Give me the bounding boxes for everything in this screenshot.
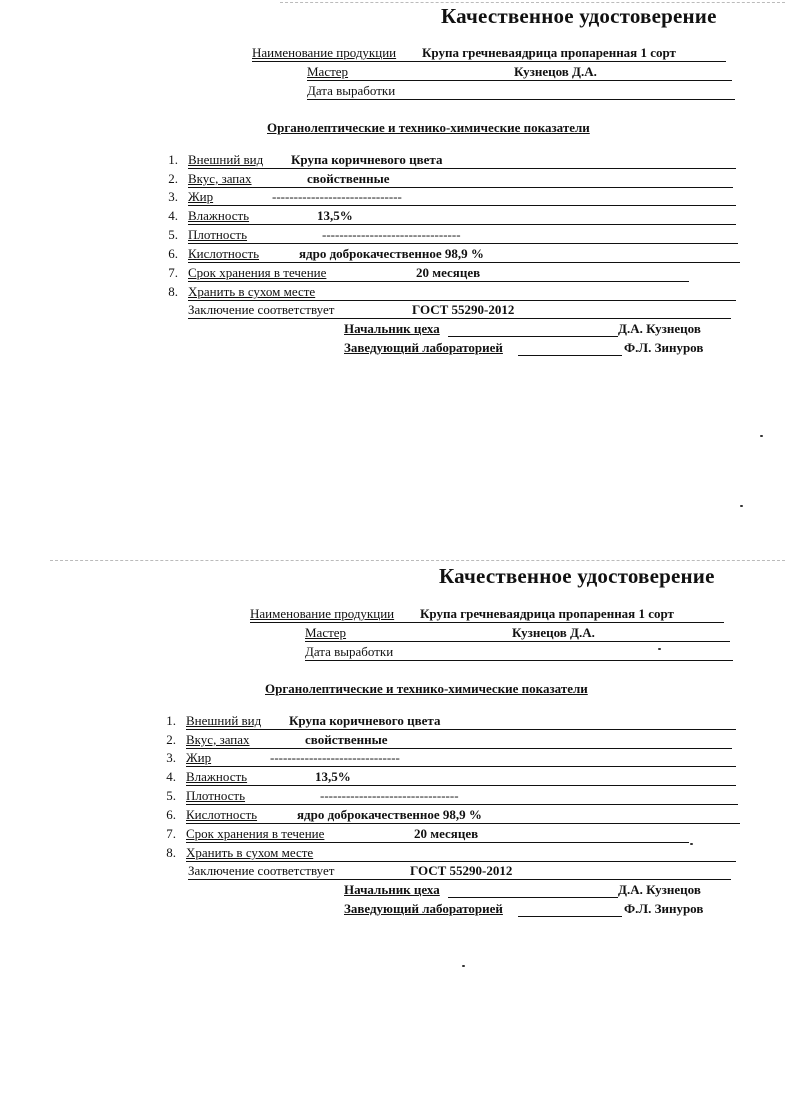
indicator-number: 4. (166, 769, 176, 784)
indicator-value: ------------------------------ (272, 189, 402, 204)
indicator-value: ядро доброкачественное 98,9 % (299, 246, 484, 261)
indicator-number: 2. (168, 171, 178, 186)
quality-certificate (0, 0, 785, 540)
indicator-value: свойственные (307, 171, 390, 186)
master-line (305, 624, 730, 642)
signature-name: Ф.Л. Зинуров (624, 901, 704, 916)
indicator-row (188, 264, 689, 282)
indicator-number: 2. (166, 732, 176, 747)
signature-name: Д.А. Кузнецов (618, 321, 701, 336)
indicator-value: Крупа коричневого цвета (289, 713, 441, 728)
indicator-value: 13,5% (315, 769, 351, 784)
indicator-row (186, 712, 736, 730)
conclusion-value: ГОСТ 55290-2012 (412, 302, 515, 317)
indicator-row (186, 768, 736, 786)
product-name-value: Крупа гречневаядрица пропаренная 1 сорт (422, 45, 676, 60)
indicator-number: 3. (168, 189, 178, 204)
indicator-number: 1. (168, 152, 178, 167)
signature-rule (448, 897, 618, 898)
indicator-row (186, 787, 738, 805)
indicator-number: 6. (166, 807, 176, 822)
indicator-number: 8. (166, 845, 176, 860)
indicator-value: Крупа коричневого цвета (291, 152, 443, 167)
section-heading: Органолептические и технико-химические показатели (265, 681, 588, 696)
indicator-label: Хранить в сухом месте (188, 284, 316, 299)
indicator-label: Кислотность (186, 807, 258, 822)
indicator-row (186, 731, 732, 749)
production-date-line (305, 643, 733, 661)
indicator-label: Внешний вид (186, 713, 262, 728)
indicator-row (186, 825, 689, 843)
certificate-title: Качественное удостоверение (441, 4, 717, 28)
indicator-label: Плотность (188, 227, 248, 242)
master-value: Кузнецов Д.А. (512, 625, 595, 640)
indicator-number: 5. (166, 788, 176, 803)
indicator-label: Хранить в сухом месте (186, 845, 314, 860)
indicator-value: 20 месяцев (414, 826, 479, 841)
master-line (307, 63, 732, 81)
conclusion-label: Заключение соответствует (188, 863, 335, 878)
product-name-line (252, 44, 726, 62)
signature-role: Заведующий лабораторией (344, 901, 503, 916)
conclusion-line (188, 301, 731, 319)
indicator-value: свойственные (305, 732, 388, 747)
certificate-title: Качественное удостоверение (439, 564, 715, 588)
indicator-label: Кислотность (188, 246, 260, 261)
indicator-row (188, 245, 740, 263)
production-date-label: Дата выработки (305, 644, 394, 659)
signature-name: Д.А. Кузнецов (618, 882, 701, 897)
product-name-line (250, 605, 724, 623)
signature-role: Заведующий лабораторией (344, 340, 503, 355)
indicator-label: Вкус, запах (186, 732, 250, 747)
signature-rule (518, 916, 622, 917)
indicator-label: Влажность (188, 208, 250, 223)
indicator-row (188, 283, 736, 301)
indicator-row (186, 844, 736, 862)
indicator-row (186, 806, 740, 824)
signature-line (344, 881, 714, 898)
indicator-number: 7. (168, 265, 178, 280)
indicator-row (188, 188, 736, 206)
indicator-row (188, 151, 736, 169)
product-name-label: Наименование продукции (250, 606, 395, 621)
conclusion-label: Заключение соответствует (188, 302, 335, 317)
indicator-row (188, 207, 736, 225)
master-value: Кузнецов Д.А. (514, 64, 597, 79)
master-label: Мастер (305, 625, 347, 640)
indicator-value: -------------------------------- (322, 227, 461, 242)
product-name-value: Крупа гречневаядрица пропаренная 1 сорт (420, 606, 674, 621)
production-date-line (307, 82, 735, 100)
indicator-label: Внешний вид (188, 152, 264, 167)
signature-line (344, 339, 714, 356)
signature-line (344, 900, 714, 917)
product-name-label: Наименование продукции (252, 45, 397, 60)
indicator-number: 1. (166, 713, 176, 728)
indicator-number: 8. (168, 284, 178, 299)
signature-role: Начальник цеха (344, 321, 440, 336)
signature-role: Начальник цеха (344, 882, 440, 897)
signature-rule (448, 336, 618, 337)
indicator-value: ядро доброкачественное 98,9 % (297, 807, 482, 822)
indicator-number: 5. (168, 227, 178, 242)
indicator-value: -------------------------------- (320, 788, 459, 803)
indicator-label: Влажность (186, 769, 248, 784)
signature-rule (518, 355, 622, 356)
indicator-label: Жир (188, 189, 214, 204)
indicator-number: 4. (168, 208, 178, 223)
master-label: Мастер (307, 64, 349, 79)
indicator-label: Срок хранения в течение (188, 265, 327, 280)
production-date-label: Дата выработки (307, 83, 396, 98)
indicator-label: Срок хранения в течение (186, 826, 325, 841)
conclusion-value: ГОСТ 55290-2012 (410, 863, 513, 878)
indicator-number: 3. (166, 750, 176, 765)
indicator-label: Плотность (186, 788, 246, 803)
signature-name: Ф.Л. Зинуров (624, 340, 704, 355)
quality-certificate (0, 560, 785, 1100)
signature-line (344, 320, 714, 337)
indicator-value: 13,5% (317, 208, 353, 223)
conclusion-line (188, 862, 731, 880)
indicator-row (188, 170, 733, 188)
indicator-row (188, 226, 738, 244)
indicator-value: ------------------------------ (270, 750, 400, 765)
indicator-number: 7. (166, 826, 176, 841)
indicator-value: 20 месяцев (416, 265, 481, 280)
indicator-row (186, 749, 736, 767)
indicator-label: Жир (186, 750, 212, 765)
section-heading: Органолептические и технико-химические показатели (267, 120, 590, 135)
indicator-label: Вкус, запах (188, 171, 252, 186)
indicator-number: 6. (168, 246, 178, 261)
